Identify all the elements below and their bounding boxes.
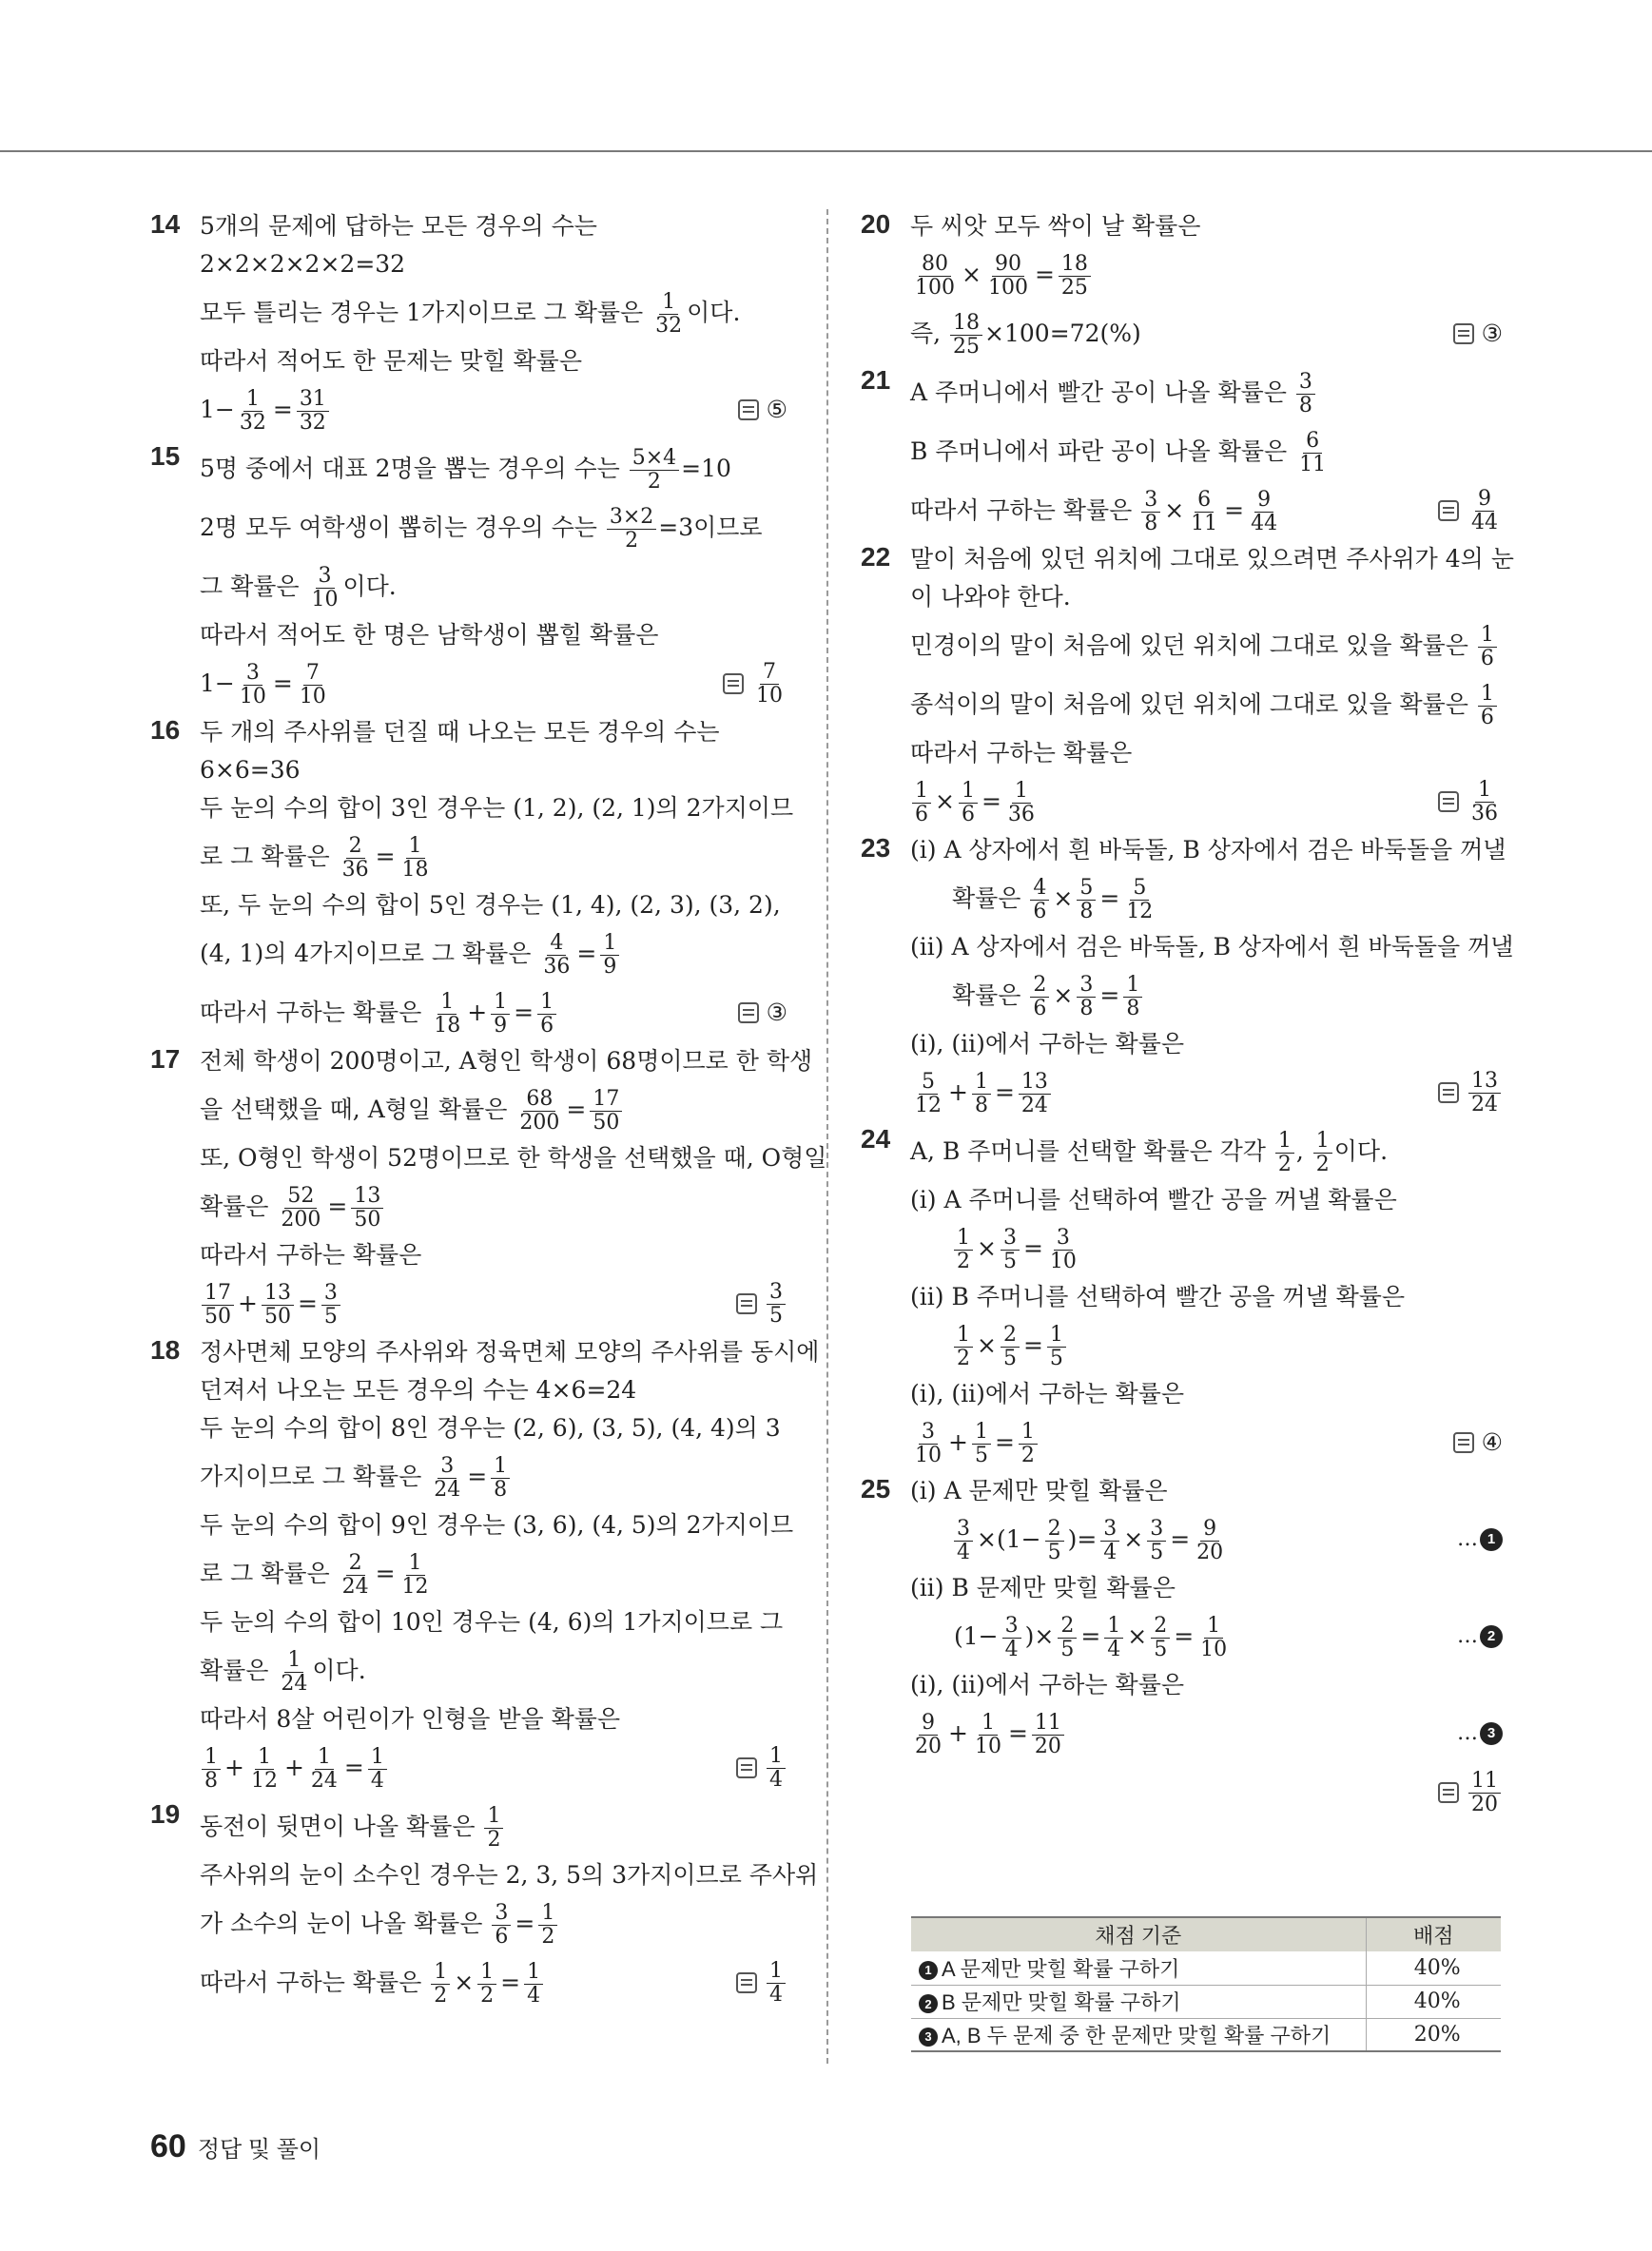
- answer-icon: [738, 399, 759, 420]
- problem-20: [861, 207, 1503, 363]
- problem-23: [861, 831, 1514, 1122]
- problem-number: 21: [861, 365, 891, 395]
- problem-number: 23: [861, 833, 891, 863]
- table-row: 1 A 문제만 맞힐 확률 구하기 40%: [911, 1951, 1501, 1985]
- solution-line: 가 소수의 눈이 나올 확률은 $\frac{3}{6}$ = $\frac{1}{2}$: [200, 1894, 787, 1953]
- solution-line: 2명 모두 여학생이 뽑히는 경우의 수는 $\frac{3\times 2}{2}$ =3이므로: [200, 505, 763, 553]
- answer: $\frac{1}{4}$: [736, 1738, 787, 1797]
- step-marker-2: … 2: [1457, 1607, 1503, 1666]
- step-dot: 1: [919, 1961, 938, 1980]
- answer: $\frac{1}{36}$: [1438, 772, 1503, 831]
- solution-line: (1− $\frac{3}{4}$ )× $\frac{2}{5}$ = $\frac{1}{4}$ × $\frac{2}{5}$ = $\frac{1}{10}$ … 2: [910, 1607, 1503, 1666]
- table-row: 3 A, B 두 문제 중 한 문제만 맞힐 확률 구하기 20%: [911, 2018, 1501, 2051]
- answer-icon: [736, 1293, 757, 1314]
- solution-line: (ⅰ), (ⅱ)에서 구하는 확률은: [910, 1671, 1184, 1698]
- solution-line: 두 눈의 수의 합이 8인 경우는 (2, 6), (3, 5), (4, 4)의 3: [200, 1414, 781, 1442]
- solution-line: 던져서 나오는 모든 경우의 수는 4×6=24: [200, 1376, 637, 1404]
- solution-line: $\frac{80}{100}$ × $\frac{90}{100}$ = $\frac{18}{25}$: [910, 245, 1503, 304]
- solution-line: $\frac{17}{50}$ + $\frac{13}{50}$ = $\frac{3}{5}$ $\frac{3}{5}$: [200, 1274, 787, 1333]
- grading-points-header: 배점: [1366, 1917, 1501, 1951]
- solution-line: (ⅰ) A 상자에서 흰 바둑돌, B 상자에서 검은 바둑돌을 꺼낼: [910, 836, 1506, 864]
- solution-line: $\frac{5}{12}$ + $\frac{1}{8}$ = $\frac{13}{24}$ $\frac{13}{24}$: [910, 1063, 1503, 1122]
- solution-line: 5명 중에서 대표 2명을 뽑는 경우의 수는 $\frac{5\times 4}{2}$ =10: [200, 446, 731, 494]
- problem-number: 16: [150, 715, 181, 745]
- problem-17: [150, 1042, 827, 1333]
- solution-line: $\frac{1}{6}$ × $\frac{1}{6}$ = $\frac{1}{36}$ $\frac{1}{36}$: [910, 772, 1503, 831]
- solution-line: $\frac{9}{20}$ + $\frac{1}{10}$ = $\frac{11}{20}$ … 3: [910, 1704, 1503, 1763]
- solution-line: 즉, $\frac{18}{25}$ ×100=72(%) ③: [910, 304, 1503, 363]
- solution-line: 그 확률은 $\frac{3}{10}$ 이다.: [200, 564, 397, 611]
- right-column: [861, 207, 1514, 1822]
- solution-line: 두 눈의 수의 합이 10인 경우는 (4, 6)의 1가지이므로 그: [200, 1608, 784, 1636]
- solution-line: 동전이 뒷면이 나올 확률은 $\frac{1}{2}$: [200, 1797, 787, 1856]
- answer-icon: [738, 1002, 759, 1023]
- problem-number: 15: [150, 441, 181, 471]
- solution-line: $\frac{3}{4}$ ×(1− $\frac{2}{5}$ )= $\frac{3}{4}$ × $\frac{3}{5}$ = $\frac{9}{20}$ … 1: [910, 1510, 1503, 1569]
- solution-line: (ⅰ) A 주머니를 선택하여 빨간 공을 꺼낼 확률은: [910, 1186, 1397, 1213]
- problem-number: 14: [150, 209, 181, 239]
- solution-line: 두 눈의 수의 합이 9인 경우는 (3, 6), (4, 5)의 2가지이므: [200, 1511, 794, 1539]
- answer-icon: [736, 1757, 757, 1778]
- solution-line: [910, 1763, 1503, 1822]
- solution-line: $\frac{1}{2}$ × $\frac{3}{5}$ = $\frac{3}{10}$: [910, 1219, 1503, 1278]
- solution-line: (ⅱ) B 문제만 맞힐 확률은: [910, 1574, 1176, 1601]
- step-dot: 3: [919, 2028, 938, 2047]
- solution-line: 2×2×2×2×2=32: [200, 250, 406, 278]
- step-dot: 2: [919, 1994, 938, 2013]
- solution-line: 정사면체 모양의 주사위와 정육면체 모양의 주사위를 동시에: [200, 1338, 820, 1366]
- grading-table: [911, 1916, 1501, 2052]
- answer: $\frac{9}{44}$: [1438, 481, 1503, 540]
- problem-number: 18: [150, 1335, 181, 1365]
- answer: $\frac{7}{10}$: [723, 654, 787, 713]
- answer: $\frac{13}{24}$: [1438, 1063, 1503, 1122]
- answer-icon: [1438, 500, 1459, 521]
- solution-line: 또, 두 눈의 수의 합이 5인 경우는 (1, 4), (2, 3), (3, 2),: [200, 891, 781, 919]
- step-marker-1: … 1: [1457, 1510, 1503, 1569]
- problem-15: [150, 439, 787, 713]
- solution-line: 종석이의 말이 처음에 있던 위치에 그대로 있을 확률은 $\frac{1}{6}$: [910, 675, 1503, 734]
- answer-icon: [1438, 791, 1459, 812]
- page-number: 60: [150, 2128, 186, 2164]
- solution-line: A 주머니에서 빨간 공이 나올 확률은 $\frac{3}{8}$: [910, 363, 1503, 422]
- problem-14: [150, 207, 787, 439]
- top-rule: [0, 150, 1652, 152]
- grading-criteria-header: 채점 기준: [911, 1917, 1366, 1951]
- solution-line: $\frac{1}{8}$ + $\frac{1}{12}$ + $\frac{1}{24}$ = $\frac{1}{4}$ $\frac{1}{4}$: [200, 1738, 787, 1797]
- answer: ⑤: [738, 380, 787, 439]
- column-divider: [826, 209, 828, 2064]
- solution-line: 전체 학생이 200명이고, A형인 학생이 68명이므로 한 학생: [200, 1047, 813, 1075]
- solution-line: 주사위의 눈이 소수인 경우는 2, 3, 5의 3가지이므로 주사위: [200, 1861, 819, 1889]
- fraction: $\frac{1}{32}$: [655, 290, 683, 338]
- solution-line: 두 눈의 수의 합이 3인 경우는 (1, 2), (2, 1)의 2가지이므: [200, 794, 794, 822]
- answer-icon: [723, 673, 744, 694]
- answer: ④: [1453, 1413, 1503, 1472]
- solution-line: 로 그 확률은 $\frac{2}{36}$ = $\frac{1}{18}$: [200, 834, 429, 882]
- answer-icon: [736, 1972, 757, 1993]
- solution-line: 두 씨앗 모두 싹이 날 확률은: [910, 212, 1201, 240]
- solution-line: 따라서 구하는 확률은: [910, 739, 1133, 767]
- problem-21: [861, 363, 1503, 540]
- answer: ③: [738, 983, 787, 1042]
- table-row: 2 B 문제만 맞힐 확률 구하기 40%: [911, 1985, 1501, 2018]
- solution-line: (ⅰ) A 문제만 맞힐 확률은: [910, 1477, 1168, 1504]
- solution-line: 또, O형인 학생이 52명이므로 한 학생을 선택했을 때, O형일: [200, 1144, 827, 1172]
- solution-line: $\frac{1}{2}$ × $\frac{2}{5}$ = $\frac{1}{5}$: [910, 1316, 1503, 1375]
- solution-line: 따라서 8살 어린이가 인형을 받을 확률은: [200, 1705, 621, 1733]
- solution-line: B 주머니에서 파란 공이 나올 확률은 $\frac{6}{11}$: [910, 429, 1327, 476]
- solution-line: 6×6=36: [200, 756, 301, 784]
- problem-number: 17: [150, 1044, 181, 1074]
- problem-19: [150, 1797, 819, 2012]
- problem-25: [861, 1472, 1503, 1822]
- problem-22: [861, 540, 1514, 831]
- answer-icon: [1453, 1432, 1474, 1453]
- solution-line: 두 개의 주사위를 던질 때 나오는 모든 경우의 수는: [200, 718, 720, 746]
- solution-line: 확률은 $\frac{4}{6}$ × $\frac{5}{8}$ = $\frac{5}{12}$: [952, 876, 1154, 923]
- solution-line: $\frac{3}{10}$ + $\frac{1}{5}$ = $\frac{1}{2}$ ④: [910, 1413, 1503, 1472]
- problem-18: [150, 1333, 820, 1797]
- page-footer: [150, 2128, 321, 2165]
- solution-line: 이 나와야 한다.: [910, 583, 1071, 611]
- solution-line: 을 선택했을 때, A형일 확률은 $\frac{68}{200}$ = $\frac{17}{50}$: [200, 1080, 787, 1139]
- solution-line: 따라서 적어도 한 명은 남학생이 뽑힐 확률은: [200, 621, 659, 649]
- problem-number: 20: [861, 209, 891, 239]
- answer-icon: [1438, 1782, 1459, 1803]
- solution-line: (ⅰ), (ⅱ)에서 구하는 확률은: [910, 1380, 1184, 1407]
- solution-line: 모두 틀리는 경우는 1가지이므로 그 확률은 $\frac{1}{32}$ 이다.: [200, 290, 741, 338]
- solution-line: (ⅱ) B 주머니를 선택하여 빨간 공을 꺼낼 확률은: [910, 1283, 1406, 1310]
- left-column: [150, 207, 827, 2012]
- answer: ③: [1453, 304, 1503, 363]
- problem-24: [861, 1122, 1503, 1472]
- problem-16: [150, 713, 794, 1042]
- answer: $\frac{11}{20}$: [1438, 1763, 1503, 1822]
- answer: $\frac{1}{4}$: [736, 1953, 787, 2012]
- solution-line: 민경이의 말이 처음에 있던 위치에 그대로 있을 확률은 $\frac{1}{6}$: [910, 616, 1503, 675]
- solution-line: 따라서 구하는 확률은 $\frac{1}{2}$ × $\frac{1}{2}$ = $\frac{1}{4}$ $\frac{1}{4}$: [200, 1953, 787, 2012]
- solution-line: 로 그 확률은 $\frac{2}{24}$ = $\frac{1}{12}$: [200, 1551, 429, 1599]
- page-title: 정답 및 풀이: [197, 2137, 321, 2163]
- answer-icon: [1438, 1082, 1459, 1103]
- solution-line: 확률은 $\frac{2}{6}$ × $\frac{3}{8}$ = $\frac{1}{8}$: [910, 966, 1503, 1025]
- problem-number: 19: [150, 1799, 181, 1829]
- solution-line: (ⅰ), (ⅱ)에서 구하는 확률은: [910, 1030, 1184, 1058]
- solution-line: 따라서 적어도 한 문제는 맞힐 확률은: [200, 347, 582, 375]
- step-marker-3: … 3: [1457, 1704, 1503, 1763]
- solution-line: (ⅱ) A 상자에서 검은 바둑돌, B 상자에서 흰 바둑돌을 꺼낼: [910, 933, 1514, 961]
- solution-line: 확률은 $\frac{52}{200}$ = $\frac{13}{50}$: [200, 1177, 787, 1236]
- answer: $\frac{3}{5}$: [736, 1274, 787, 1333]
- solution-line: 말이 처음에 있던 위치에 그대로 있으려면 주사위가 4의 눈: [910, 545, 1514, 572]
- problem-number: 22: [861, 542, 891, 572]
- solution-line: 따라서 구하는 확률은: [200, 1241, 422, 1269]
- solution-line: 확률은 $\frac{1}{24}$ 이다.: [200, 1648, 366, 1696]
- solution-line: 가지이므로 그 확률은 $\frac{3}{24}$ = $\frac{1}{8}$: [200, 1447, 787, 1506]
- solution-line: 1− $\frac{3}{10}$ = $\frac{7}{10}$ $\frac{7}{10}$: [200, 654, 787, 713]
- solution-line: A, B 주머니를 선택할 확률은 각각 $\frac{1}{2}$ , $\frac{1}{2}$ 이다.: [910, 1129, 1389, 1176]
- solution-line: 5개의 문제에 답하는 모든 경우의 수는: [200, 212, 597, 240]
- answer-icon: [1453, 323, 1474, 344]
- problem-number: 24: [861, 1124, 891, 1154]
- solution-line: (4, 1)의 4가지이므로 그 확률은 $\frac{4}{36}$ = $\frac{1}{9}$: [200, 924, 787, 983]
- solution-line: 1− $\frac{1}{32}$ = $\frac{31}{32}$ ⑤: [200, 380, 787, 439]
- solution-line: 따라서 구하는 확률은 $\frac{1}{18}$ + $\frac{1}{9}$ = $\frac{1}{6}$ ③: [200, 983, 787, 1042]
- solution-line: 따라서 구하는 확률은 $\frac{3}{8}$ × $\frac{6}{11}$ = $\frac{9}{44}$ $\frac{9}{44}$: [910, 481, 1503, 540]
- problem-number: 25: [861, 1474, 891, 1504]
